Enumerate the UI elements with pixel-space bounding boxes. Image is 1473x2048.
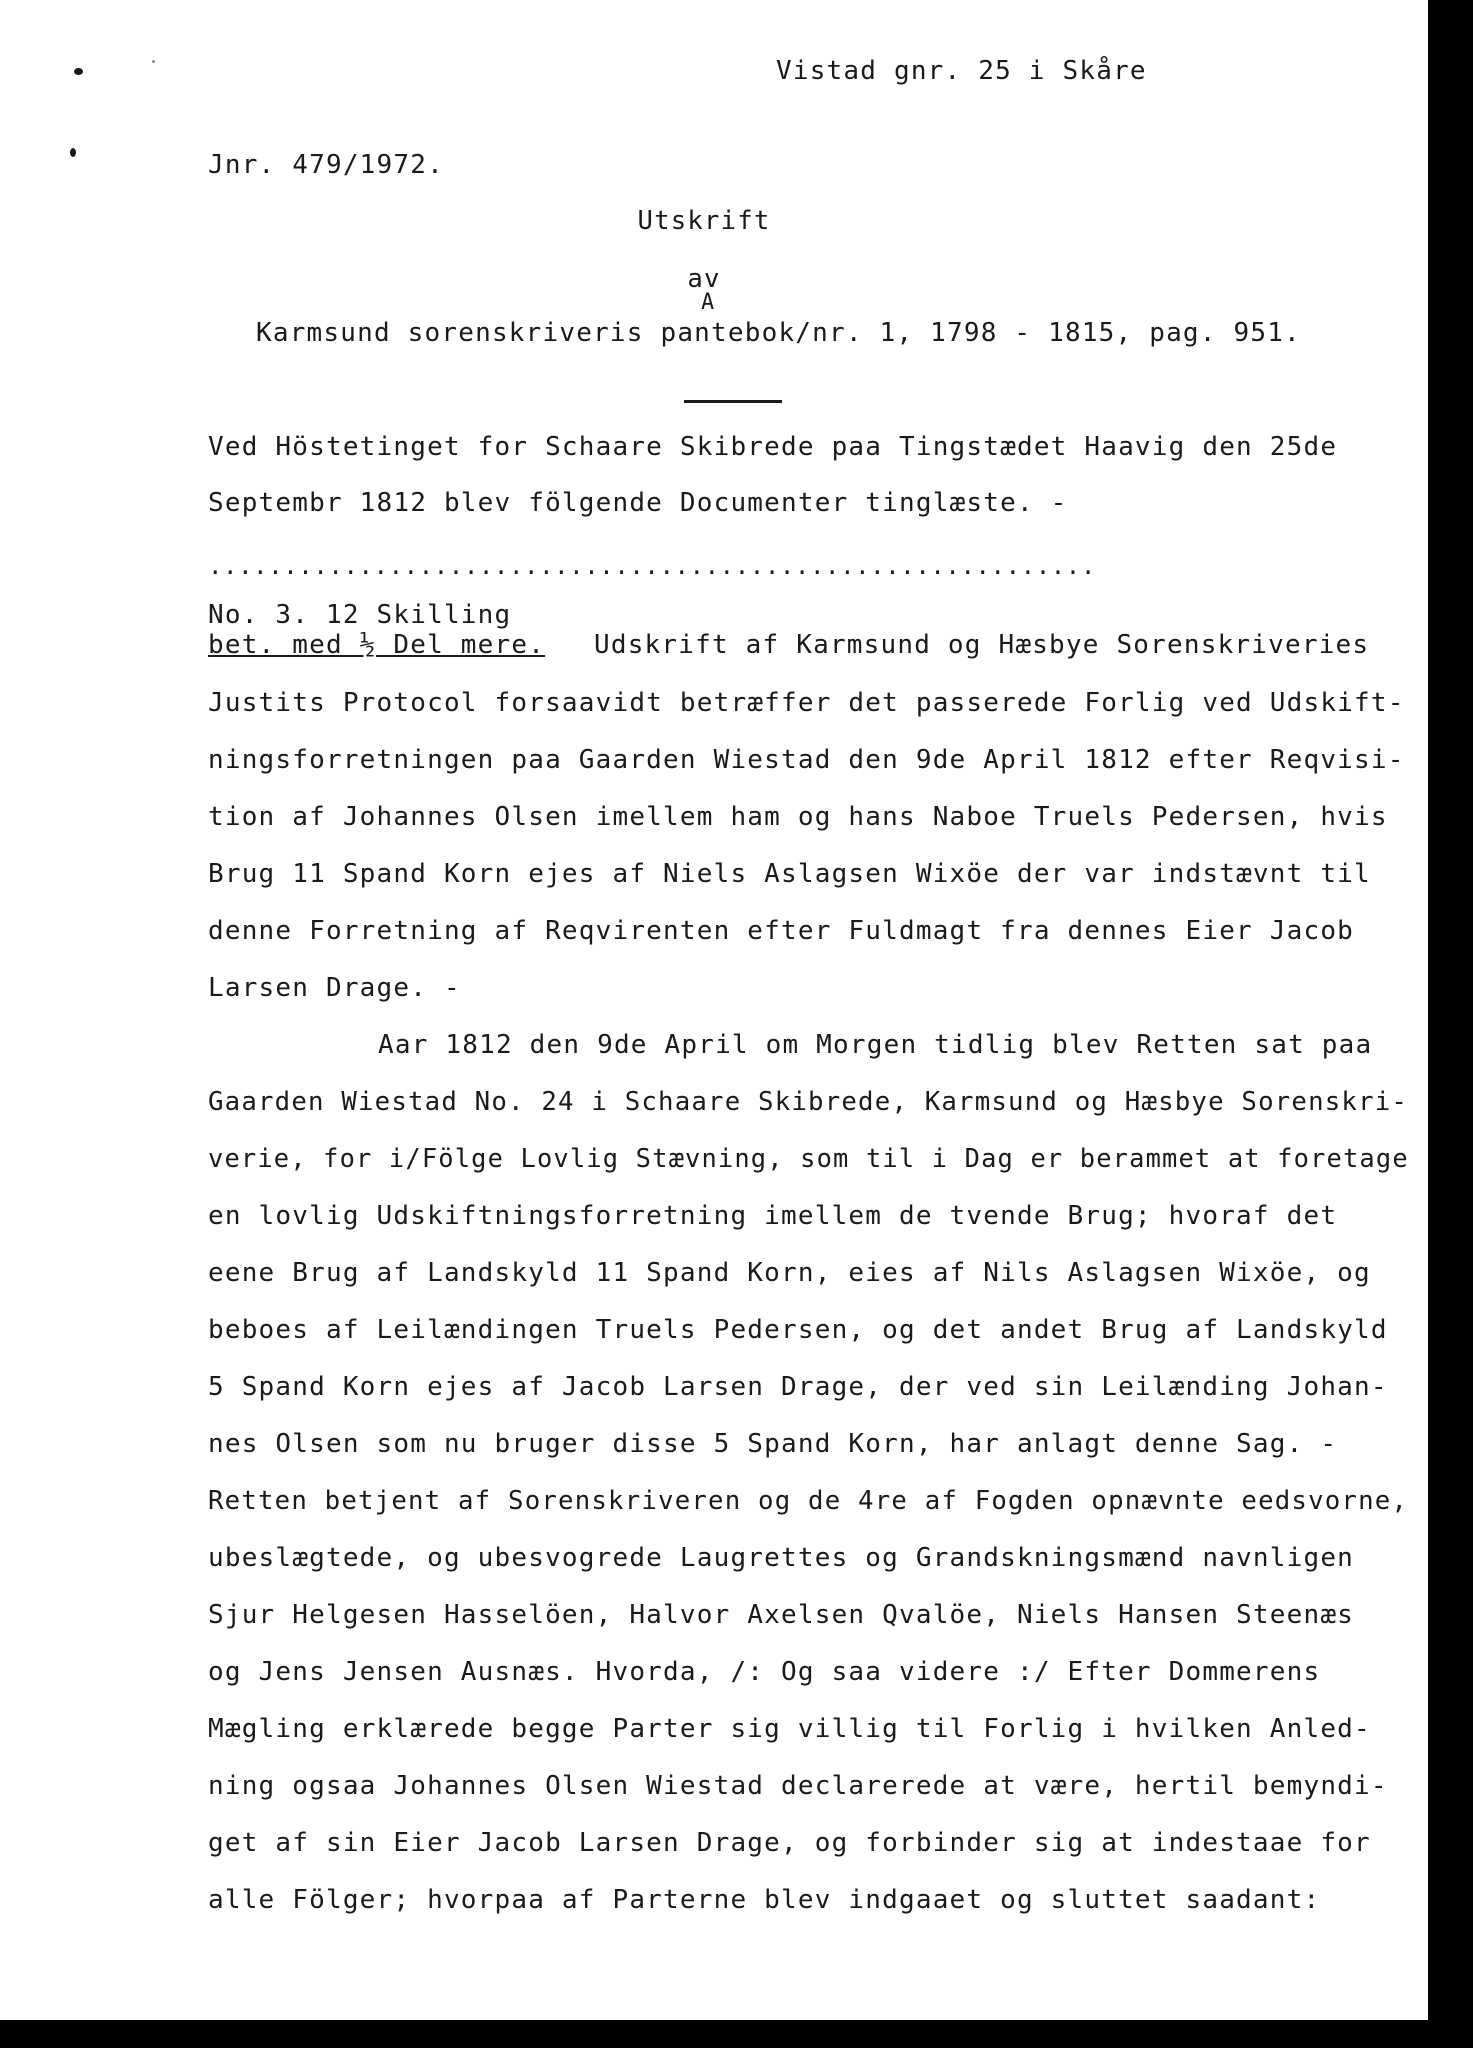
property-reference: Vistad gnr. 25 i Skåre xyxy=(776,56,1147,86)
body-first-line: Udskrift af Karmsund og Hæsbye Sorenskriveries xyxy=(594,630,1370,660)
body-line: nes Olsen som nu bruger disse 5 Spand Korn, har anlagt denne Sag. - xyxy=(208,1429,1338,1459)
title-source: Karmsund sorenskriveris pantebok/nr. 1, 1798 - 1815, pag. 951. xyxy=(256,318,1301,348)
dotted-separator: ........................................................... xyxy=(208,552,1096,580)
body-line: eene Brug af Landskyld 11 Spand Korn, eies af Nils Aslagsen Wixöe, og xyxy=(208,1258,1371,1288)
fee-note-line-2: bet. med ½ Del mere. xyxy=(208,630,546,660)
body-line: en lovlig Udskiftningsforretning imellem de tvende Brug; hvoraf det xyxy=(208,1201,1338,1231)
body-line: verie, for i/Fölge Lovlig Stævning, som til i Dag er berammet at foretage xyxy=(208,1144,1409,1174)
body-line: beboes af Leilændingen Truels Pedersen, og det andet Brug af Landskyld xyxy=(208,1315,1388,1345)
body-line: og Jens Jensen Ausnæs. Hvorda, /: Og saa videre :/ Efter Dommerens xyxy=(208,1657,1321,1687)
body-line: tion af Johannes Olsen imellem ham og hans Naboe Truels Pedersen, hvis xyxy=(208,802,1388,832)
body-line: denne Forretning af Reqvirenten efter Fuldmagt fra dennes Eier Jacob xyxy=(208,916,1355,946)
title-utskrift: Utskrift xyxy=(637,206,771,236)
body-line: Larsen Drage. - xyxy=(208,973,461,1003)
body-line: Gaarden Wiestad No. 24 i Schaare Skibrede, Karmsund og Hæsbye Sorenskri- xyxy=(208,1087,1409,1117)
body-line: 5 Spand Korn ejes af Jacob Larsen Drage, der ved sin Leilænding Johan- xyxy=(208,1372,1388,1402)
title-rule xyxy=(684,400,782,403)
body-line: Mægling erklærede begge Parter sig villig til Forlig i hvilken Anled- xyxy=(208,1714,1371,1744)
intro-line-2: Septembr 1812 blev fölgende Documenter tinglæste. - xyxy=(208,488,1068,518)
punch-mark xyxy=(74,68,83,75)
body-line: alle Fölger; hvorpaa af Parterne blev indgaaet og sluttet saadant: xyxy=(208,1885,1321,1915)
body-line: Aar 1812 den 9de April om Morgen tidlig blev Retten sat paa xyxy=(378,1030,1373,1060)
fee-note-line-1: No. 3. 12 Skilling xyxy=(208,600,512,630)
body-line: ningsforretningen paa Gaarden Wiestad den 9de April 1812 efter Reqvisi- xyxy=(208,745,1405,775)
body-line: Retten betjent af Sorenskriveren og de 4re af Fogden opnævnte eedsvorne, xyxy=(208,1486,1409,1516)
body-line: ubeslægtede, og ubesvogrede Laugrettes og Grandskningsmænd navnligen xyxy=(208,1543,1355,1573)
body-line: get af sin Eier Jacob Larsen Drage, og forbinder sig at indestaae for xyxy=(208,1828,1371,1858)
title-insertion: A xyxy=(701,290,716,315)
body-line: Justits Protocol forsaavidt betræffer det passerede Forlig ved Udskift- xyxy=(208,688,1405,718)
punch-mark xyxy=(70,148,76,157)
body-line: ning ogsaa Johannes Olsen Wiestad declarerede at være, hertil bemyndi- xyxy=(208,1771,1388,1801)
intro-line-1: Ved Höstetinget for Schaare Skibrede paa Tingstædet Haavig den 25de xyxy=(208,432,1338,462)
title-av: av xyxy=(687,264,721,294)
journal-number: Jnr. 479/1972. xyxy=(208,150,444,180)
body-line: Brug 11 Spand Korn ejes af Niels Aslagsen Wixöe der var indstævnt til xyxy=(208,859,1371,889)
body-line: Sjur Helgesen Hasselöen, Halvor Axelsen Qvalöe, Niels Hansen Steenæs xyxy=(208,1600,1355,1630)
speck-mark xyxy=(152,60,155,63)
